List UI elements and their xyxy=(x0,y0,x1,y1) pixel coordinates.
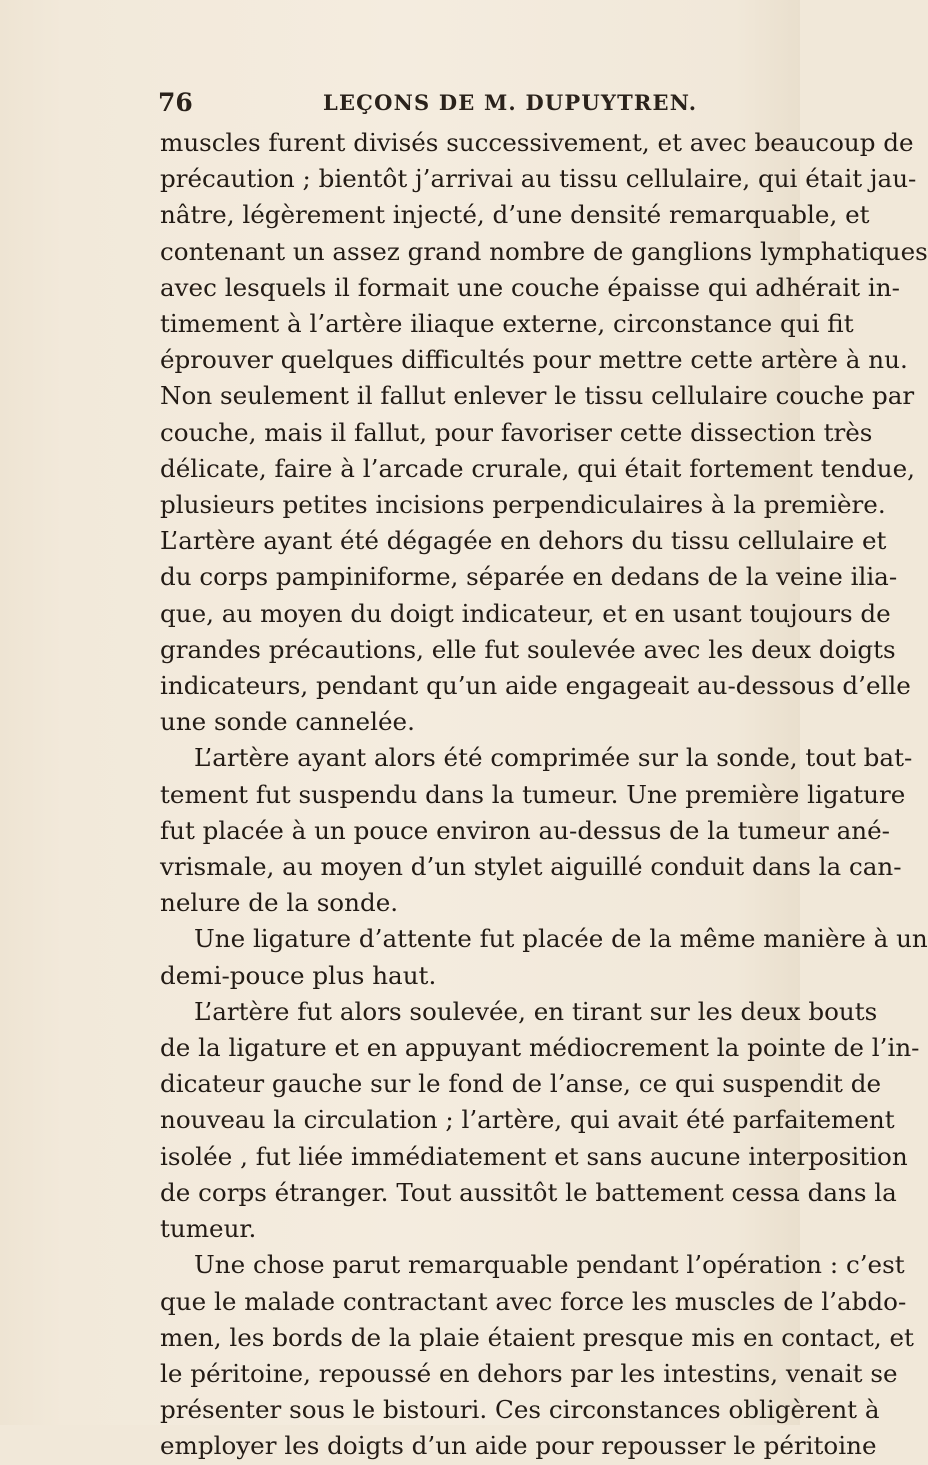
text-line: tumeur. xyxy=(160,1214,257,1244)
running-title: LEÇONS DE M. DUPUYTREN. xyxy=(323,90,698,115)
page-header xyxy=(158,88,748,118)
page-number: 76 xyxy=(158,88,193,117)
text-line: muscles furent divisés successivement, et avec beaucoup de xyxy=(160,128,914,157)
text-line: plusieurs petites incisions perpendiculaires à la première. xyxy=(160,490,886,520)
text-line: timement à l’artère iliaque externe, circonstance qui fit xyxy=(160,309,854,339)
text-line: présenter sous le bistouri. Ces circonstances obligèrent à xyxy=(160,1395,880,1425)
text-line: nelure de la sonde. xyxy=(160,888,399,918)
text-line: dicateur gauche sur le fond de l’anse, ce qui suspendit de xyxy=(160,1069,882,1099)
text-line: vrismale, au moyen d’un stylet aiguillé conduit dans la can- xyxy=(160,852,902,882)
text-line: L’artère fut alors soulevée, en tirant sur les deux bouts xyxy=(194,996,878,1026)
text-line: fut placée à un pouce environ au-dessus de la tumeur ané- xyxy=(160,815,890,845)
text-line: le péritoine, repoussé en dehors par les intestins, venait se xyxy=(160,1358,898,1388)
text-line: contenant un assez grand nombre de ganglions lymphatiques xyxy=(160,236,928,266)
text-line: employer les doigts d’un aide pour repousser le péritoine xyxy=(160,1431,877,1461)
text-line: Une ligature d’attente fut placée de la même manière à un xyxy=(194,924,928,954)
body-text xyxy=(160,125,928,1465)
text-line: précaution ; bientôt j’arrivai au tissu cellulaire, qui était jau- xyxy=(160,164,917,194)
text-line: avec lesquels il formait une couche épaisse qui adhérait in- xyxy=(160,272,900,302)
text-line: que, au moyen du doigt indicateur, et en usant toujours de xyxy=(160,598,891,628)
text-line: une sonde cannelée. xyxy=(160,707,415,737)
text-line: éprouver quelques difficultés pour mettre cette artère à nu. xyxy=(160,345,908,375)
text-line: délicate, faire à l’arcade crurale, qui était fortement tendue, xyxy=(160,453,915,483)
text-line: men, les bords de la plaie étaient presque mis en contact, et xyxy=(160,1322,914,1352)
text-line: nâtre, légèrement injecté, d’une densité remarquable, et xyxy=(160,200,870,230)
text-line: L’artère ayant alors été comprimée sur la sonde, tout bat- xyxy=(194,743,913,773)
text-line: du corps pampiniforme, séparée en dedans de la veine ilia- xyxy=(160,562,898,592)
text-line: demi-pouce plus haut. xyxy=(160,960,437,990)
text-line: de corps étranger. Tout aussitôt le battement cessa dans la xyxy=(160,1177,897,1207)
text-line: indicateurs, pendant qu’un aide engageait au-dessous d’elle xyxy=(160,671,911,701)
text-line: couche, mais il fallut, pour favoriser cette dissection très xyxy=(160,417,873,447)
text-line: Non seulement il fallut enlever le tissu cellulaire couche par xyxy=(160,381,915,411)
text-line: nouveau la circulation ; l’artère, qui avait été parfaitement xyxy=(160,1105,895,1135)
text-line: grandes précautions, elle fut soulevée avec les deux doigts xyxy=(160,634,896,664)
text-line: tement fut suspendu dans la tumeur. Une première ligature xyxy=(160,779,906,809)
text-line: que le malade contractant avec force les muscles de l’abdo- xyxy=(160,1286,907,1316)
text-line: isolée , fut liée immédiatement et sans aucune interposition xyxy=(160,1141,908,1171)
text-line: de la ligature et en appuyant médiocrement la pointe de l’in- xyxy=(160,1033,920,1063)
text-line: L’artère ayant été dégagée en dehors du tissu cellulaire et xyxy=(160,526,887,556)
text-line: Une chose parut remarquable pendant l’opération : c’est xyxy=(194,1250,905,1280)
